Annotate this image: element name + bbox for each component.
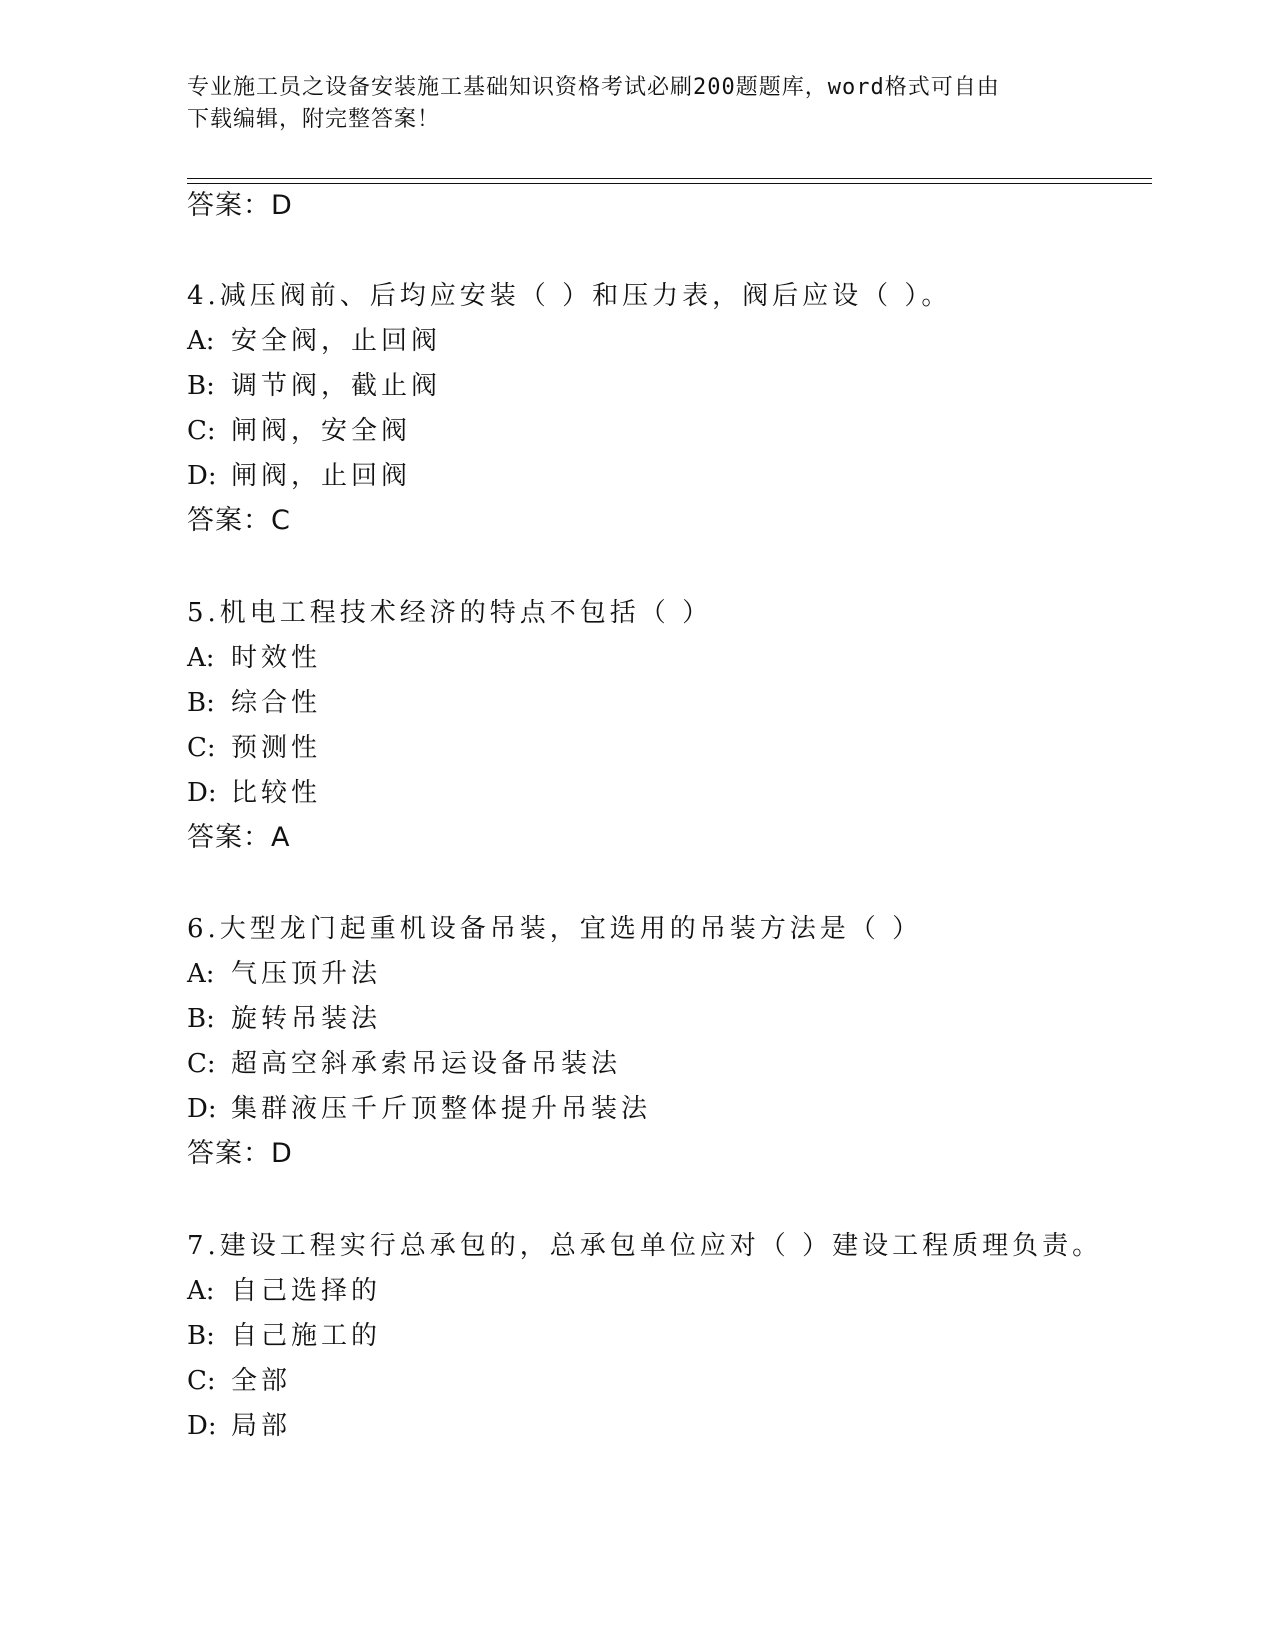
option-text: 闸阀，止回阀 [231,461,412,491]
question-5-option-d [187,777,321,809]
question-5-answer: 答案：A [187,822,291,853]
option-letter: D: [187,1411,217,1441]
option-text: 预测性 [231,733,322,763]
question-5-option-a [187,642,321,674]
document-header [187,72,1067,136]
question-4-option-b [187,370,441,402]
option-letter: C: [187,416,216,446]
option-letter: A: [187,326,215,356]
question-4-stem: 4.减压阀前、后均应安装（ ）和压力表，阀后应设（ ）。 [187,281,952,311]
option-text: 局部 [231,1411,292,1441]
question-7-option-b [187,1320,381,1352]
question-5-stem: 5.机电工程技术经济的特点不包括（ ） [187,598,713,628]
option-letter: D: [187,778,217,808]
option-letter: B: [187,1321,215,1351]
option-text: 综合性 [231,688,322,718]
option-text: 时效性 [231,643,322,673]
option-text: 自己施工的 [231,1321,382,1351]
header-line-1: 专业施工员之设备安装施工基础知识资格考试必刷200题题库，word格式可自由 [187,75,1000,100]
question-7-option-c [187,1365,291,1397]
option-letter: C: [187,1049,216,1079]
option-letter: B: [187,1004,215,1034]
option-text: 自己选择的 [231,1276,382,1306]
option-letter: D: [187,1094,217,1124]
question-6-option-c [187,1048,621,1080]
previous-answer: 答案：D [187,190,293,221]
question-6-option-a [187,958,381,990]
question-4-answer: 答案：C [187,505,291,536]
option-letter: B: [187,371,215,401]
header-line-2: 下载编辑，附完整答案！ [187,107,441,132]
option-letter: A: [187,1276,215,1306]
question-6-option-d [187,1093,651,1125]
header-divider-bottom [187,183,1152,184]
option-letter: B: [187,688,215,718]
question-5-option-b [187,687,321,719]
option-letter: D: [187,461,217,491]
option-text: 调节阀，截止阀 [231,371,442,401]
question-4-option-c [187,415,411,447]
question-5-option-c [187,732,321,764]
option-text: 超高空斜承索吊运设备吊装法 [231,1049,622,1079]
option-text: 集群液压千斤顶整体提升吊装法 [231,1094,652,1124]
question-6-option-b [187,1003,381,1035]
question-4-option-d [187,460,411,492]
option-letter: A: [187,959,215,989]
option-text: 比较性 [231,778,322,808]
option-text: 旋转吊装法 [231,1004,382,1034]
option-text: 气压顶升法 [231,959,382,989]
question-7-option-a [187,1275,381,1307]
question-7-option-d [187,1410,291,1442]
option-text: 闸阀，安全阀 [231,416,412,446]
option-text: 安全阀，止回阀 [231,326,442,356]
option-letter: A: [187,643,215,673]
question-7-stem: 7.建设工程实行总承包的，总承包单位应对（ ）建设工程质理负责。 [187,1231,1103,1261]
question-6-stem: 6.大型龙门起重机设备吊装，宜选用的吊装方法是（ ） [187,914,923,944]
question-4-option-a [187,325,441,357]
option-text: 全部 [231,1366,292,1396]
question-6-answer: 答案：D [187,1138,293,1169]
header-divider-top [187,178,1152,179]
option-letter: C: [187,733,216,763]
option-letter: C: [187,1366,216,1396]
